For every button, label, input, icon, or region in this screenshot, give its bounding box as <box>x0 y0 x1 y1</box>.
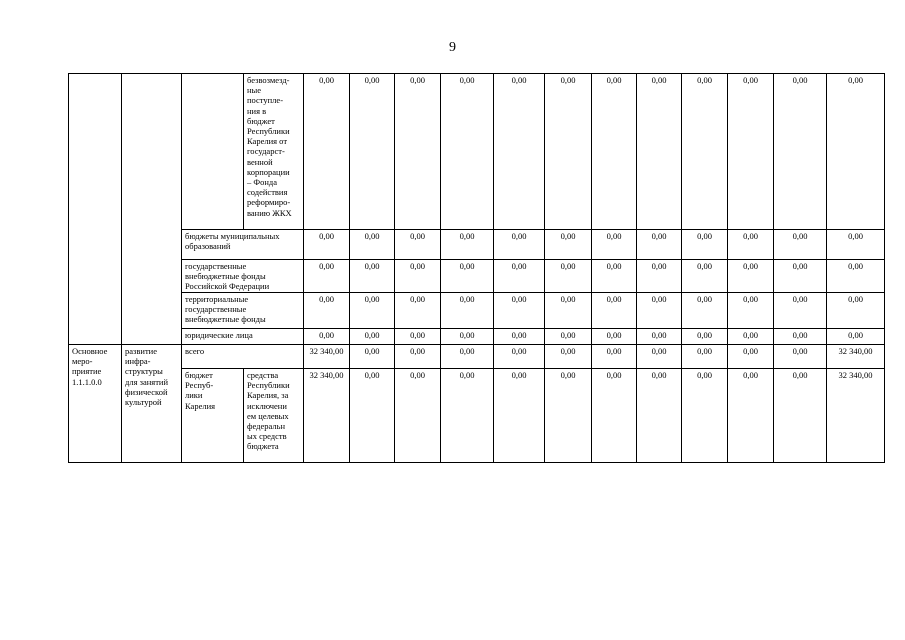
value-cell: 0,00 <box>592 230 637 260</box>
table-row <box>69 230 885 260</box>
value-cell: 32 340,00 <box>827 369 885 463</box>
value-cell: 0,00 <box>728 74 774 230</box>
subsource-cell: безвозмезд- ные поступле- ния в бюджет Республики Карелия от государст- венной корпорации – Фонда содействия реформиро- ванию ЖКХ <box>244 74 304 230</box>
value-cell: 0,00 <box>395 345 441 369</box>
value-cell: 0,00 <box>637 230 682 260</box>
value-cell: 0,00 <box>441 230 494 260</box>
value-cell: 0,00 <box>728 260 774 293</box>
value-cell: 0,00 <box>637 74 682 230</box>
value-cell: 0,00 <box>350 345 395 369</box>
value-cell: 0,00 <box>304 329 350 345</box>
value-cell: 0,00 <box>592 345 637 369</box>
value-cell: 0,00 <box>304 293 350 329</box>
value-cell: 0,00 <box>592 74 637 230</box>
value-cell: 0,00 <box>350 74 395 230</box>
value-cell: 0,00 <box>637 260 682 293</box>
value-cell: 0,00 <box>592 260 637 293</box>
table-row <box>69 329 885 345</box>
value-cell: 0,00 <box>350 230 395 260</box>
value-cell: 0,00 <box>637 329 682 345</box>
table-row <box>69 369 885 463</box>
value-cell: 0,00 <box>395 369 441 463</box>
value-cell: 0,00 <box>774 260 827 293</box>
value-cell: 0,00 <box>774 369 827 463</box>
value-cell: 0,00 <box>637 369 682 463</box>
value-cell: 0,00 <box>545 293 592 329</box>
value-cell: 0,00 <box>827 260 885 293</box>
value-cell: 0,00 <box>682 74 728 230</box>
value-cell: 0,00 <box>395 230 441 260</box>
page-number: 9 <box>449 40 456 55</box>
value-cell: 32 340,00 <box>304 369 350 463</box>
funding-table <box>68 73 885 463</box>
value-cell: 0,00 <box>682 329 728 345</box>
value-cell: 0,00 <box>395 260 441 293</box>
value-cell: 0,00 <box>545 74 592 230</box>
table-row <box>69 74 885 230</box>
table-row <box>69 345 885 369</box>
value-cell: 0,00 <box>395 329 441 345</box>
status-cell <box>69 74 122 345</box>
table-row <box>69 260 885 293</box>
value-cell: 0,00 <box>494 369 545 463</box>
value-cell: 0,00 <box>592 329 637 345</box>
value-cell: 0,00 <box>494 230 545 260</box>
value-cell: 0,00 <box>304 260 350 293</box>
value-cell: 0,00 <box>774 329 827 345</box>
value-cell: 0,00 <box>637 345 682 369</box>
value-cell: 0,00 <box>494 329 545 345</box>
value-cell: 0,00 <box>728 369 774 463</box>
value-cell: 0,00 <box>545 369 592 463</box>
value-cell: 0,00 <box>827 293 885 329</box>
value-cell: 0,00 <box>441 345 494 369</box>
value-cell: 0,00 <box>682 293 728 329</box>
value-cell: 0,00 <box>728 345 774 369</box>
value-cell: 0,00 <box>827 230 885 260</box>
value-cell: 0,00 <box>350 260 395 293</box>
value-cell: 32 340,00 <box>827 345 885 369</box>
source-cell: государственные внебюджетные фонды Российской Федерации <box>182 260 304 293</box>
value-cell: 0,00 <box>682 260 728 293</box>
value-cell: 0,00 <box>827 74 885 230</box>
value-cell: 0,00 <box>728 293 774 329</box>
value-cell: 0,00 <box>545 230 592 260</box>
value-cell: 0,00 <box>395 293 441 329</box>
value-cell: 0,00 <box>682 230 728 260</box>
name-cell: развитие инфра- структуры для занятий физической культурой <box>122 345 182 463</box>
value-cell: 0,00 <box>774 74 827 230</box>
value-cell: 0,00 <box>350 293 395 329</box>
value-cell: 0,00 <box>728 230 774 260</box>
value-cell: 0,00 <box>494 260 545 293</box>
name-cell <box>122 74 182 345</box>
value-cell: 0,00 <box>304 74 350 230</box>
value-cell: 0,00 <box>682 369 728 463</box>
table-row <box>69 293 885 329</box>
value-cell: 0,00 <box>441 74 494 230</box>
value-cell: 0,00 <box>774 345 827 369</box>
value-cell: 0,00 <box>304 230 350 260</box>
subsource-cell: средства Республики Карелия, за исключени ем целевых федеральн ых средств бюджета <box>244 369 304 463</box>
value-cell: 0,00 <box>441 369 494 463</box>
value-cell: 0,00 <box>545 329 592 345</box>
value-cell: 0,00 <box>350 369 395 463</box>
source-cell: бюджеты муниципальных образований <box>182 230 304 260</box>
source-cell <box>182 74 244 230</box>
value-cell: 0,00 <box>494 74 545 230</box>
value-cell: 0,00 <box>494 293 545 329</box>
value-cell: 0,00 <box>441 293 494 329</box>
value-cell: 0,00 <box>545 260 592 293</box>
value-cell: 0,00 <box>774 293 827 329</box>
source-cell: бюджет Респуб- лики Карелия <box>182 369 244 463</box>
value-cell: 0,00 <box>395 74 441 230</box>
value-cell: 32 340,00 <box>304 345 350 369</box>
value-cell: 0,00 <box>774 230 827 260</box>
value-cell: 0,00 <box>494 345 545 369</box>
value-cell: 0,00 <box>441 329 494 345</box>
source-cell: юридические лица <box>182 329 304 345</box>
value-cell: 0,00 <box>592 369 637 463</box>
value-cell: 0,00 <box>350 329 395 345</box>
value-cell: 0,00 <box>592 293 637 329</box>
source-cell: всего <box>182 345 304 369</box>
source-cell: территориальные государственные внебюджетные фонды <box>182 293 304 329</box>
value-cell: 0,00 <box>441 260 494 293</box>
value-cell: 0,00 <box>728 329 774 345</box>
value-cell: 0,00 <box>682 345 728 369</box>
value-cell: 0,00 <box>827 329 885 345</box>
status-cell: Основное меро- приятие 1.1.1.0.0 <box>69 345 122 463</box>
value-cell: 0,00 <box>545 345 592 369</box>
value-cell: 0,00 <box>637 293 682 329</box>
